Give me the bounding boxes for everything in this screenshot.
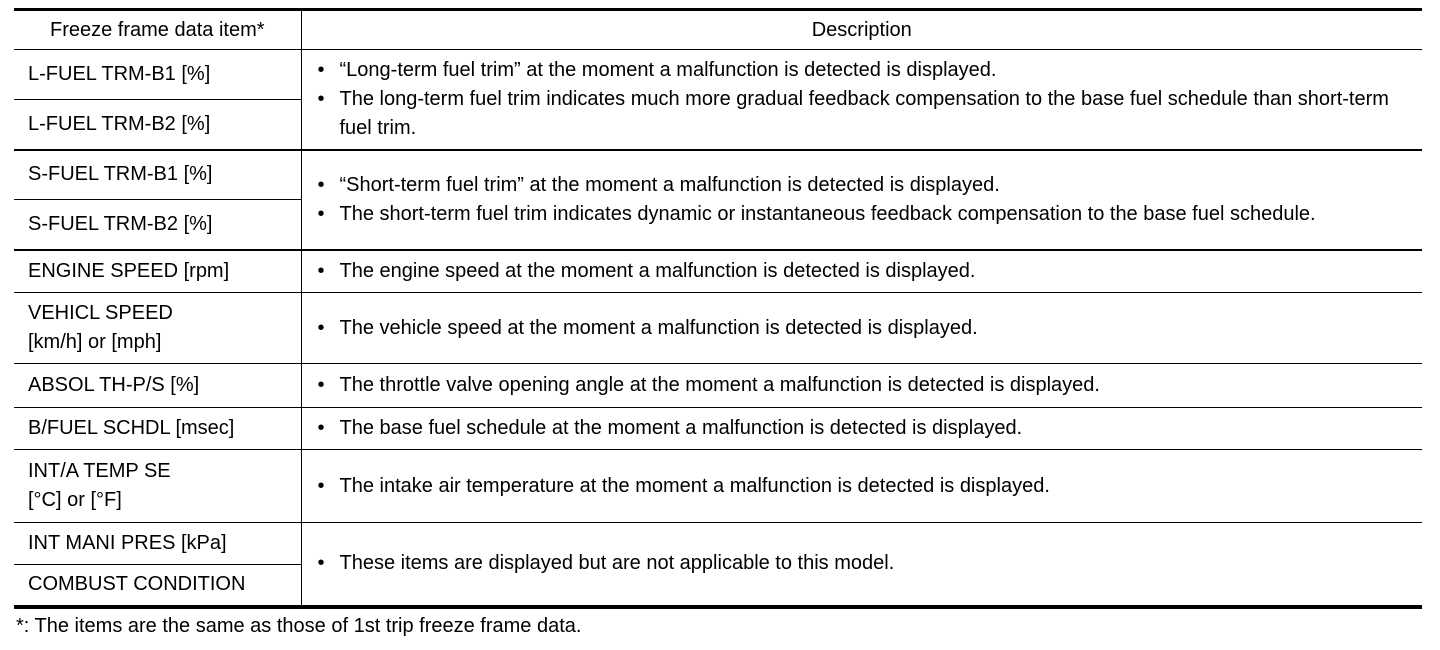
desc-engine-speed [301,250,1422,293]
item-vehicle-speed-line2: [km/h] or [mph] [28,331,162,353]
item-sfuel-b1: S-FUEL TRM-B1 [%] [14,150,301,200]
list-item: • The intake air temperature at the moment a malfunction is detected is displayed. [316,472,1413,501]
list-item: • The engine speed at the moment a malfunction is detected is displayed. [316,257,1413,286]
list-item: • The throttle valve opening angle at the moment a malfunction is detected is displayed. [316,371,1413,400]
item-vehicle-speed [14,293,301,364]
freeze-frame-page [14,8,1422,638]
desc-bfuel-schdl [301,408,1422,450]
footnote: *: The items are the same as those of 1st trip freeze frame data. [16,614,582,637]
desc-inta-temp [301,450,1422,523]
table-row [14,150,1422,200]
freeze-frame-table [14,8,1422,609]
list-item: • The base fuel schedule at the moment a malfunction is detected is displayed. [316,414,1413,443]
list-item: • “Long-term fuel trim” at the moment a malfunction is detected is displayed. [316,56,1413,85]
table-row [14,523,1422,565]
item-vehicle-speed-line1: VEHICL SPEED [28,302,173,324]
list-item: • “Short-term fuel trim” at the moment a malfunction is detected is displayed. [316,171,1413,200]
table-row [14,50,1422,100]
item-inta-temp-line2: [°C] or [°F] [28,489,122,511]
header-description: Description [301,10,1422,50]
item-engine-speed: ENGINE SPEED [rpm] [14,250,301,293]
table-header-row [14,10,1422,50]
header-item: Freeze frame data item* [14,10,301,50]
desc-sfuel [301,150,1422,250]
item-lfuel-b2: L-FUEL TRM-B2 [%] [14,100,301,150]
item-absol-th: ABSOL TH-P/S [%] [14,364,301,408]
table-row [14,364,1422,408]
list-item: • The short-term fuel trim indicates dynamic or instantaneous feedback compensation to the base fuel schedule. [316,200,1413,229]
item-combust-condition: COMBUST CONDITION [14,565,301,607]
desc-vehicle-speed [301,293,1422,364]
table-row [14,293,1422,364]
desc-not-applicable [301,523,1422,607]
item-sfuel-b2: S-FUEL TRM-B2 [%] [14,200,301,250]
item-lfuel-b1: L-FUEL TRM-B1 [%] [14,50,301,100]
item-int-mani-pres: INT MANI PRES [kPa] [14,523,301,565]
item-bfuel-schdl: B/FUEL SCHDL [msec] [14,408,301,450]
table-row [14,450,1422,523]
table-row [14,250,1422,293]
desc-lfuel [301,50,1422,150]
item-inta-temp-line1: INT/A TEMP SE [28,460,171,482]
list-item: • The vehicle speed at the moment a malfunction is detected is displayed. [316,314,1413,343]
list-item: • The long-term fuel trim indicates much more gradual feedback compensation to the base fuel schedule than short-term fuel trim. [316,85,1413,143]
list-item: • These items are displayed but are not applicable to this model. [316,549,1413,578]
desc-absol-th [301,364,1422,408]
item-inta-temp [14,450,301,523]
table-row [14,408,1422,450]
